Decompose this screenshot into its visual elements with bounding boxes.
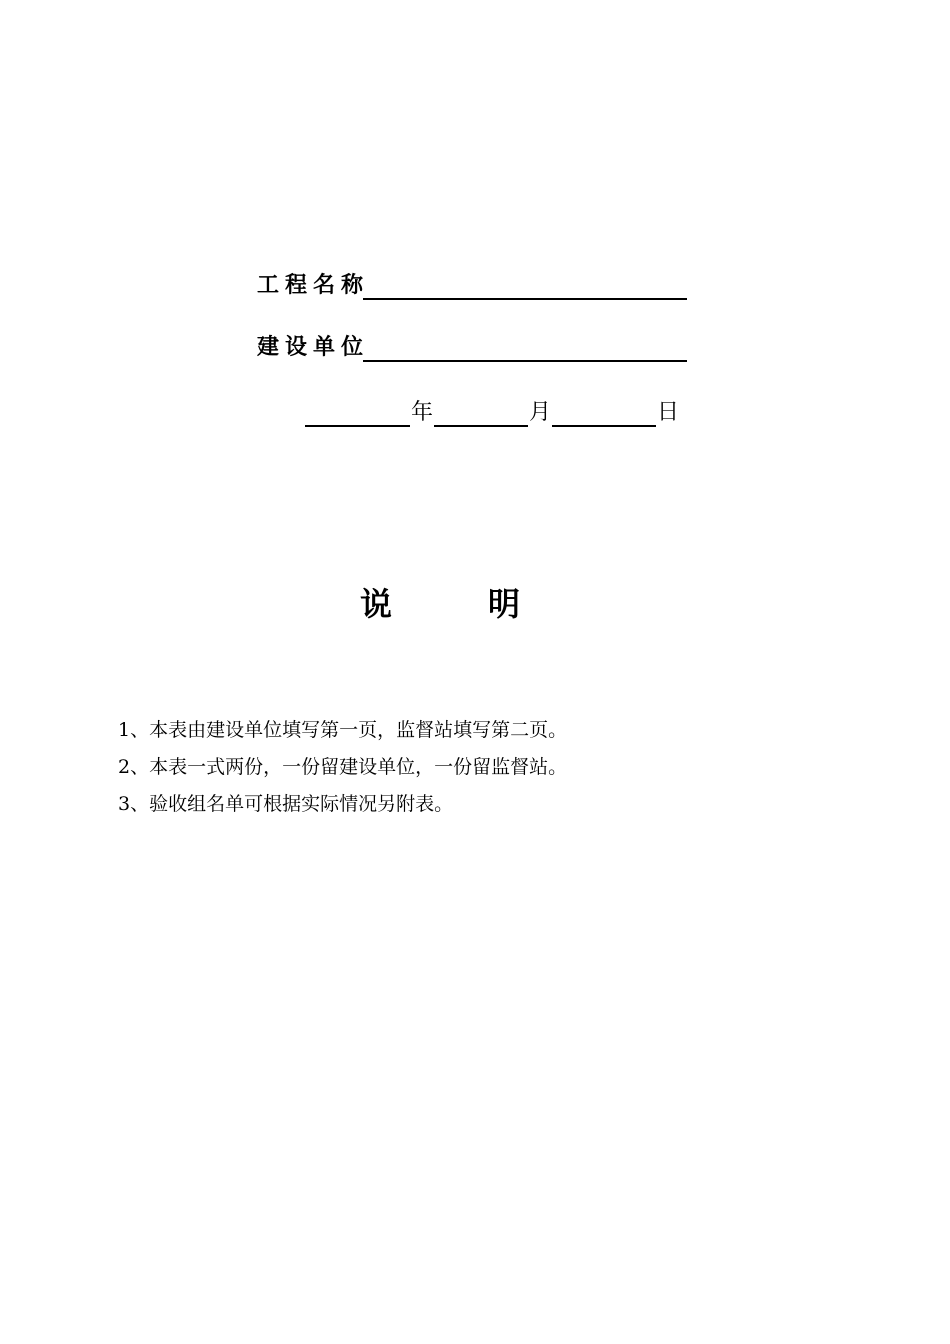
year-label: 年 — [411, 400, 434, 425]
explanation-title — [360, 580, 520, 628]
note-item: 3、验收组名单可根据实际情况另附表。 — [118, 793, 454, 815]
project-name-field — [257, 268, 687, 300]
explanation-title-char-2: 明 — [487, 585, 520, 623]
month-label: 月 — [529, 400, 552, 425]
note-item: 1、本表由建设单位填写第一页，监督站填写第二页。 — [118, 719, 568, 741]
project-name-blank[interactable] — [363, 270, 687, 300]
year-blank[interactable] — [305, 397, 410, 427]
construction-unit-label: 建设单位 — [257, 335, 370, 360]
explanation-title-char-1: 说 — [360, 585, 393, 623]
project-name-label: 工程名称 — [257, 273, 370, 298]
construction-unit-blank[interactable] — [363, 332, 687, 362]
construction-unit-field — [257, 330, 687, 362]
date-field — [305, 395, 680, 427]
day-blank[interactable] — [552, 397, 656, 427]
day-label: 日 — [657, 400, 680, 425]
note-item: 2、本表一式两份，一份留建设单位，一份留监督站。 — [118, 756, 568, 778]
month-blank[interactable] — [434, 397, 528, 427]
explanation-notes — [118, 712, 567, 823]
